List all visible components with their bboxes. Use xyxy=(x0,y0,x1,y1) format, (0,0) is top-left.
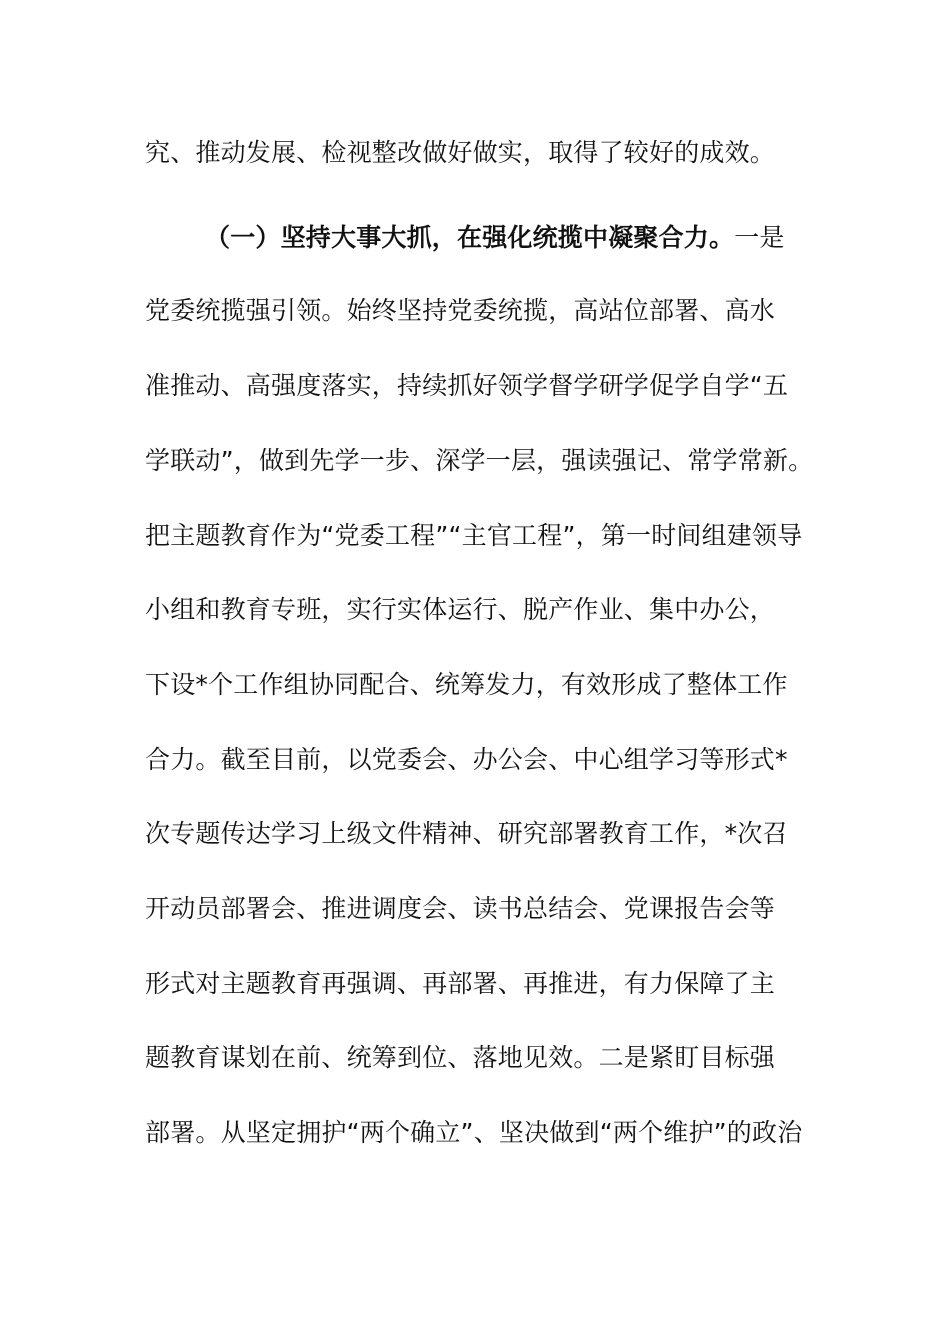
paragraph-line-3: 准推动、高强度落实，持续抓好领学督学研学促学自学“五 xyxy=(145,371,789,400)
paragraph-line-9: 次专题传达学习上级文件精神、研究部署教育工作，*次召 xyxy=(145,819,788,848)
paragraph-line-10: 开动员部署会、推进调度会、读书总结会、党课报告会等 xyxy=(145,894,776,923)
paragraph-line-4: 学联动”，做到先学一步、深学一层，强读强记、常学常新。 xyxy=(145,446,814,475)
paragraph-line-13: 部署。从坚定拥护“两个确立”、坚决做到“两个维护”的政治 xyxy=(145,1118,803,1147)
paragraph-line-12: 题教育谋划在前、统筹到位、落地见效。二是紧盯目标强 xyxy=(145,1043,776,1072)
section-heading-tail: 一是 xyxy=(734,223,785,252)
paragraph-line-11: 形式对主题教育再强调、再部署、再推进，有力保障了主 xyxy=(145,969,776,998)
paragraph-line-8: 合力。截至目前，以党委会、办公会、中心组学习等形式* xyxy=(145,745,788,774)
paragraph-line-1: 究、推动发展、检视整改做好做实，取得了较好的成效。 xyxy=(145,138,776,167)
paragraph-line-5: 把主题教育作为“党委工程”“主官工程”，第一时间组建领导 xyxy=(145,521,803,550)
paragraph-line-2: 党委统揽强引领。始终坚持党委统揽，高站位部署、高水 xyxy=(145,296,776,325)
paragraph-line-7: 下设*个工作组协同配合、统筹发力，有效形成了整体工作 xyxy=(145,670,788,699)
section-heading-line xyxy=(205,218,805,258)
paragraph-line-6: 小组和教育专班，实行实体运行、脱产作业、集中办公， xyxy=(145,595,776,624)
section-heading: （一）坚持大事大抓，在强化统揽中凝聚合力。 xyxy=(205,223,735,252)
